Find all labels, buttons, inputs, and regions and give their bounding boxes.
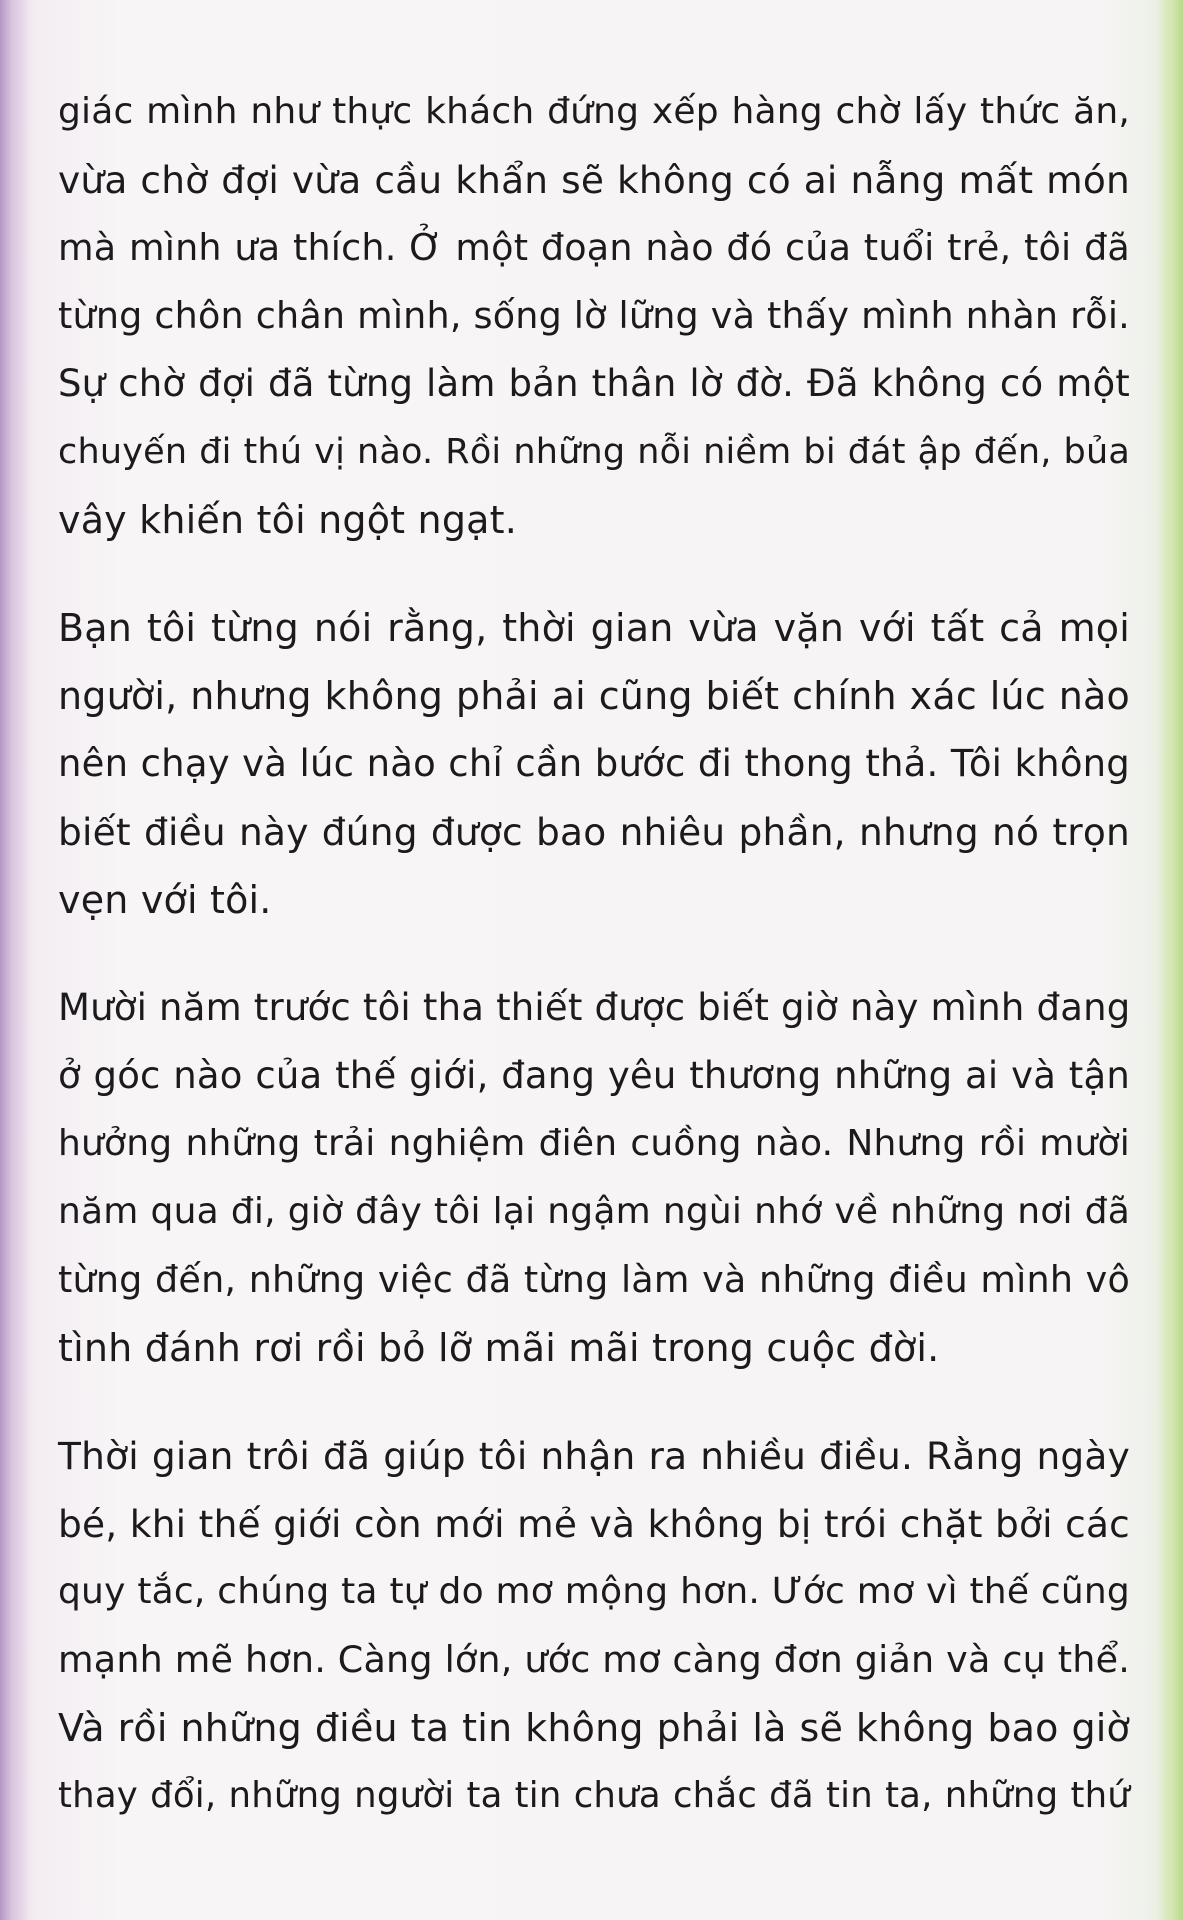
text-line: từng đến, những việc đã từng làm và những điều mình vô	[58, 1258, 1130, 1301]
text-line: Sự chờ đợi đã từng làm bản thân lờ đờ. Đã không có một	[58, 362, 1130, 405]
paragraph-3	[58, 974, 1130, 1382]
text-line: quy tắc, chúng ta tự do mơ mộng hơn. Ước mơ vì thế cũng	[58, 1571, 1130, 1612]
paragraph-4	[58, 1422, 1130, 1830]
text-line: ở góc nào của thế giới, đang yêu thương những ai và tận	[58, 1054, 1130, 1097]
paragraph-2	[58, 594, 1130, 934]
text-line: vừa chờ đợi vừa cầu khẩn sẽ không có ai nẫng mất món	[58, 158, 1130, 202]
text-line: hưởng những trải nghiệm điên cuồng nào. Nhưng rồi mười	[58, 1123, 1130, 1164]
text-line: Bạn tôi từng nói rằng, thời gian vừa vặn với tất cả mọi	[58, 606, 1130, 650]
text-line: nên chạy và lúc nào chỉ cần bước đi thong thả. Tôi không	[58, 742, 1130, 785]
text-line: người, nhưng không phải ai cũng biết chính xác lúc nào	[58, 674, 1130, 718]
page-right-edge-shading	[1157, 0, 1183, 1920]
text-line: giác mình như thực khách đứng xếp hàng chờ lấy thức ăn,	[58, 91, 1130, 132]
text-line: mạnh mẽ hơn. Càng lớn, ước mơ càng đơn giản và cụ thể.	[58, 1638, 1131, 1681]
text-line: Mười năm trước tôi tha thiết được biết giờ này mình đang	[58, 986, 1131, 1029]
text-line: vẹn với tôi.	[58, 878, 272, 922]
text-line: bé, khi thế giới còn mới mẻ và không bị trói chặt bởi các	[58, 1502, 1130, 1546]
text-line: từng chôn chân mình, sống lờ lững và thấy mình nhàn rỗi.	[58, 294, 1130, 337]
text-line: vây khiến tôi ngột ngạt.	[58, 498, 518, 542]
text-line: năm qua đi, giờ đây tôi lại ngậm ngùi nhớ về những nơi đã	[58, 1191, 1130, 1232]
text-line: thay đổi, những người ta tin chưa chắc đã tin ta, những thứ	[58, 1775, 1130, 1816]
text-line: Và rồi những điều ta tin không phải là sẽ không bao giờ	[58, 1706, 1130, 1750]
text-line: chuyến đi thú vị nào. Rồi những nỗi niềm bi đát ập đến, bủa	[58, 432, 1130, 472]
text-line: mà mình ưa thích. Ở một đoạn nào đó của tuổi trẻ, tôi đã	[58, 226, 1130, 269]
text-line: tình đánh rơi rồi bỏ lỡ mãi mãi trong cuộc đời.	[58, 1326, 940, 1370]
paragraph-1	[58, 78, 1130, 554]
text-line: biết điều này đúng được bao nhiêu phần, nhưng nó trọn	[58, 810, 1130, 854]
page-left-edge-shading	[0, 0, 30, 1920]
page-body-text	[58, 78, 1130, 1870]
text-line: Thời gian trôi đã giúp tôi nhận ra nhiều điều. Rằng ngày	[58, 1434, 1130, 1478]
